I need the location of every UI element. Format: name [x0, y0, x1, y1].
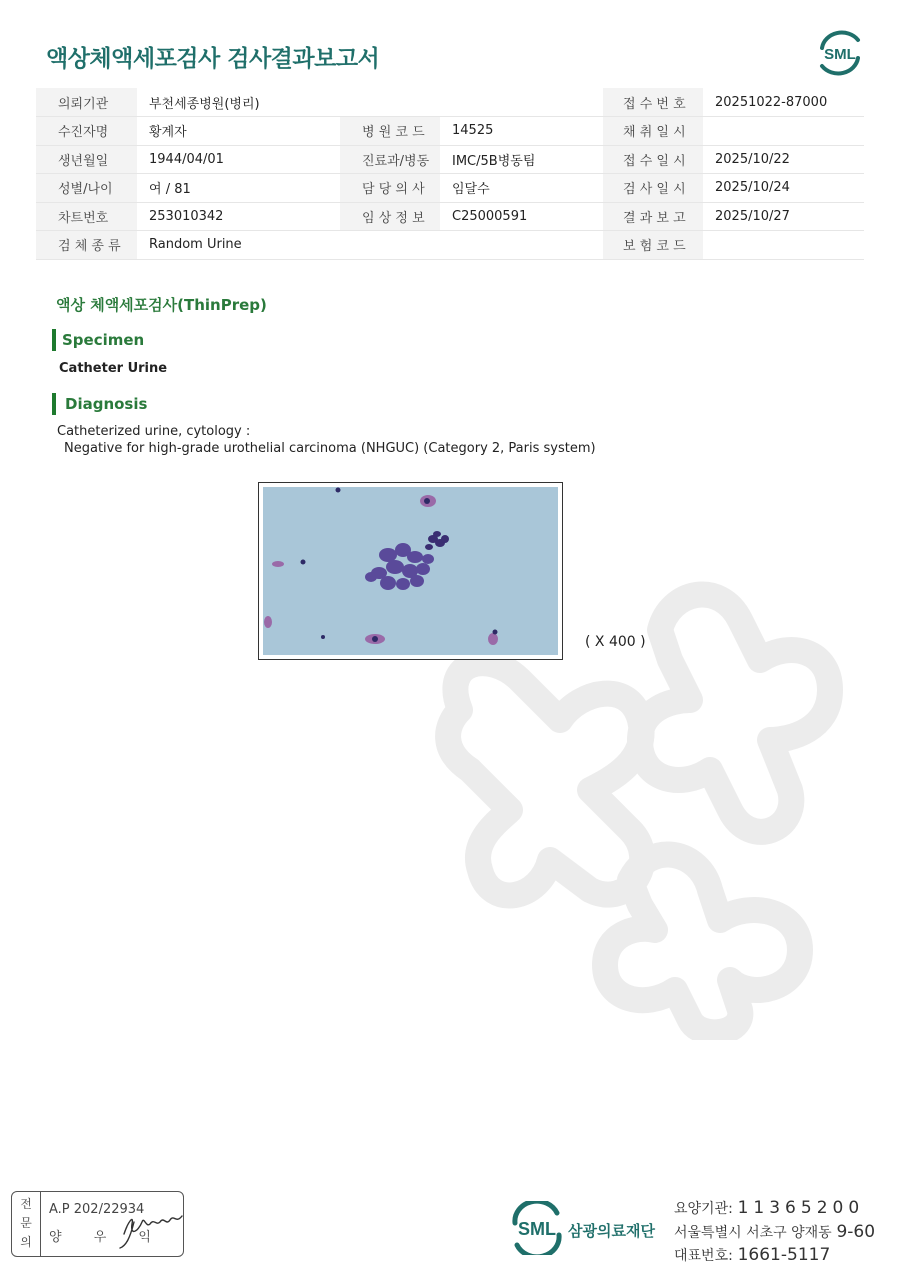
organization-name: 삼광의료재단: [568, 1222, 655, 1240]
info-label: 결 과 보 고: [603, 202, 703, 231]
table-row: [36, 231, 864, 260]
address-text: 서울특별시 서초구 양재동: [674, 1225, 832, 1241]
signature-box: [11, 1191, 184, 1257]
info-value: 황계자: [137, 117, 340, 146]
info-label: 진료과/병동: [340, 145, 440, 174]
info-value: 2025/10/22: [703, 145, 864, 174]
info-blank: [340, 231, 440, 260]
report-title: 액상체액세포검사 검사결과보고서: [46, 46, 380, 72]
specialist-label-char: 전: [20, 1197, 32, 1211]
info-label: 검 체 종 류: [36, 231, 137, 260]
patient-info-table: [36, 88, 864, 260]
sml-footer-logo-icon: [509, 1201, 565, 1255]
info-label: 검 사 일 시: [603, 174, 703, 203]
institution-code-label: 요양기관:: [674, 1201, 733, 1217]
info-label: 성별/나이: [36, 174, 137, 203]
specimen-value: Catheter Urine: [59, 361, 168, 376]
info-value: C25000591: [440, 202, 603, 231]
svg-text:SML: SML: [824, 46, 856, 63]
diagnosis-line-1: Catheterized urine, cytology :: [57, 424, 251, 439]
info-label: 차트번호: [36, 202, 137, 231]
phone-label: 대표번호:: [674, 1248, 733, 1264]
table-row: [36, 174, 864, 203]
table-row: [36, 117, 864, 146]
info-label: 생년월일: [36, 145, 137, 174]
diagnosis-heading-label: Diagnosis: [65, 395, 148, 413]
diagnosis-heading: [52, 393, 147, 415]
table-row: [36, 202, 864, 231]
info-value: 2025/10/24: [703, 174, 864, 203]
info-blank: [440, 88, 603, 117]
address-number: 9-60: [836, 1222, 876, 1242]
info-label: 의뢰기관: [36, 88, 137, 117]
footer-logo-text: SML: [518, 1219, 556, 1239]
info-label: 수진자명: [36, 117, 137, 146]
info-label: 채 취 일 시: [603, 117, 703, 146]
specialist-label-char: 의: [20, 1235, 32, 1249]
microscopy-image-frame: [258, 482, 563, 660]
info-value: Random Urine: [137, 231, 340, 260]
info-value: 253010342: [137, 202, 340, 231]
info-value: 임달수: [440, 174, 603, 203]
info-label: 담 당 의 사: [340, 174, 440, 203]
info-value: [703, 231, 864, 260]
info-label: 접 수 일 시: [603, 145, 703, 174]
info-value: 여 / 81: [137, 174, 340, 203]
phone-value: 1661-5117: [737, 1245, 831, 1265]
specialist-label-char: 문: [20, 1216, 32, 1230]
info-value: 1944/04/01: [137, 145, 340, 174]
info-label: 보 험 코 드: [603, 231, 703, 260]
table-row: [36, 88, 864, 117]
specialist-label: [12, 1192, 41, 1256]
magnification-label: ( X 400 ): [585, 634, 646, 650]
info-blank: [440, 231, 603, 260]
license-number: A.P 202/22934: [49, 1202, 145, 1217]
microscopy-image: [263, 487, 558, 655]
phone: [674, 1245, 830, 1265]
pathologist-name: 양 우 익: [49, 1230, 165, 1245]
info-label: 병 원 코 드: [340, 117, 440, 146]
table-row: [36, 145, 864, 174]
info-value: 14525: [440, 117, 603, 146]
info-value: 20251022-87000: [703, 88, 864, 117]
info-value: 2025/10/27: [703, 202, 864, 231]
info-value: IMC/5B병동팀: [440, 145, 603, 174]
info-label: 임 상 정 보: [340, 202, 440, 231]
sml-logo-icon: [814, 28, 866, 76]
info-blank: [340, 88, 440, 117]
institution-code-value: 11365200: [737, 1198, 865, 1218]
handwritten-signature: [116, 1202, 186, 1250]
institution-code: [674, 1198, 864, 1218]
diagnosis-line-2: Negative for high-grade urothelial carcinoma (NHGUC) (Category 2, Paris system): [64, 441, 596, 456]
info-label: 접 수 번 호: [603, 88, 703, 117]
info-value: 부천세종병원(병리): [137, 88, 340, 117]
section-title: 액상 체액세포검사(ThinPrep): [56, 296, 267, 314]
address: [674, 1222, 875, 1242]
info-value: [703, 117, 864, 146]
specimen-heading: Specimen: [52, 329, 144, 351]
